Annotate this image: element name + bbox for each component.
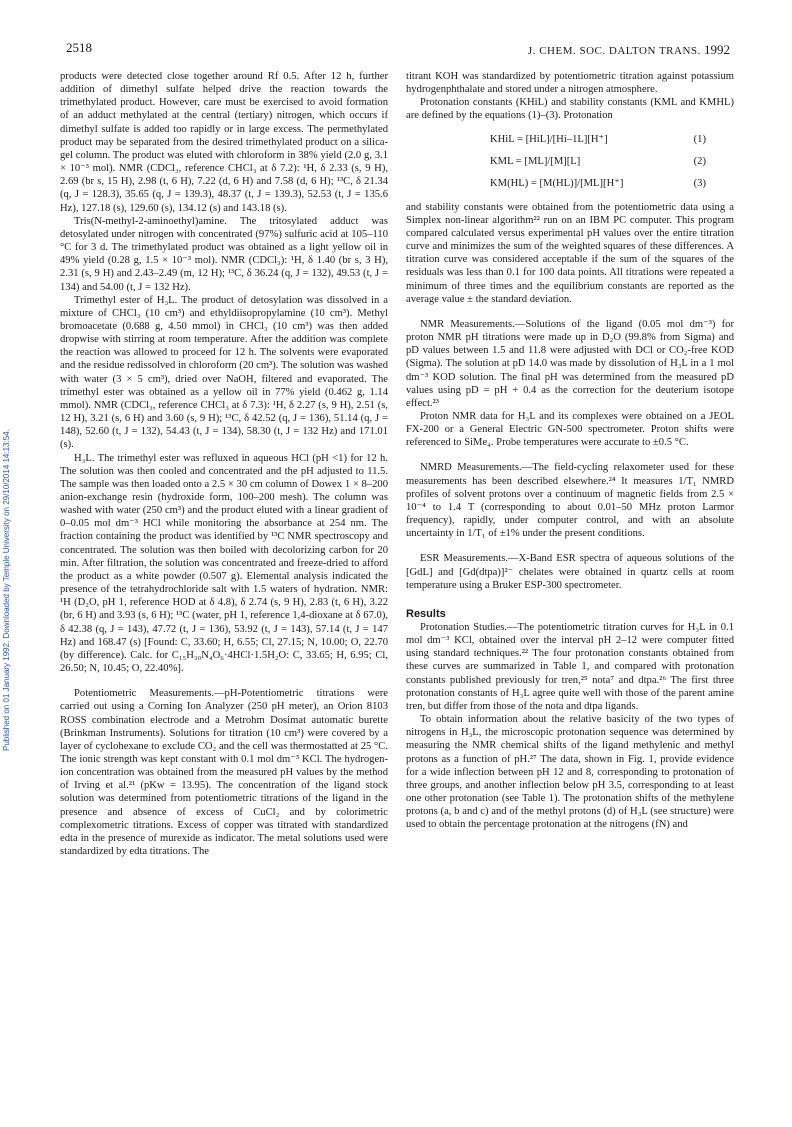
paragraph-protonation-studies: Protonation Studies.—The potentiometric titration curves for H₃L in 0.1 mol dm⁻³ KCl, obtained over the interval pH 2–12 were computer fitted using standard techniques.²² The four protonation constants obtained from these curves are summarized in Table 1, and compared with protonation constants published previously for tren,²⁵ nota⁷ and dtpa.²⁶ The first three protonation constants of H₃L agree quite well with those of the parent amine tren, but differ from those of the nota and dtpa ligands. (406, 622, 734, 712)
journal-year: 1992 (704, 42, 730, 57)
equation-expression: KML = [ML]/[M][L] (490, 156, 581, 168)
equation-2 (406, 151, 734, 173)
download-notice[interactable]: Published on 01 January 1992. Downloaded by Temple University on 29/10/2014 14:13:54. (2, 429, 11, 751)
page-number: 2518 (66, 40, 92, 55)
equation-number: (1) (693, 134, 706, 146)
paragraph-protonation-intro: Protonation constants (KHiL) and stability constants (KML and KMHL) are defined by the equations (1)–(3). Protonation (406, 97, 734, 122)
paragraph-h3l: H₃L. The trimethyl ester was refluxed in aqueous HCl (pH <1) for 12 h. The solution was then cooled and concentrated and the pH adjusted to 11.5. The sample was then loaded onto a 2.5 × 30 cm column of Dowex 1 × 8–200 anion-exchange resin (hydroxide form, 100–200 mesh). The column was washed with water (250 cm³) and the product eluted with a linear gradient of 0–0.05 mol dm⁻³ HCl while monitoring the absorbance at 254 nm. The fraction containing the product was identified by ¹³C NMR spectroscopy and concentrated. The solution was then boiled with decolorizing carbon for 20 min. After filtration, the solution was concentrated and freeze-dried to afford the product as a white powder (0.507 g). Elemental analysis indicated the presence of the tetrahydrochloride salt with 1.5 waters of hydration. NMR: ¹H (D₂O, pH 1, reference HOD at δ 4.8), δ 2.74 (s, 9 H), 2.83 (t, 6 H), 3.22 (br, 6 H) and 3.93 (s, 6 H); ¹³C (water, pH 1, reference 1,4-dioxane at δ 67.0), δ 42.38 (q, J = 143), 47.72 (t, J = 136), 53.92 (t, J = 143), 57.14 (t, J = 147 Hz) and 168.47 (s) [Found: C, 33.60; H, 6.55; Cl, 27.15; N, 10.00; O, 22.70 (by difference). Calc. for C₁₅H₃₀N₄O₆·4HCl·1.5H₂O: C, 33.65; H, 6.95; Cl, 26.50; N, 10.45; O, 22.40%]. (60, 452, 388, 675)
equation-expression: KHiL = [HiL]/[Hi–1L][H⁺] (490, 134, 608, 146)
paragraph-simplex: and stability constants were obtained from the potentiometric data using a Simplex non-linear algorithm²² run on an IBM PC computer. This program compared calculated versus experimental pH values over the entire titration curve and minimizes the sum of the weighted squares of these differences. A titration curve was considered acceptable if the sum of the squares of the residuals was less than 0.1 for 100 data points. All titrations were repeated a minimum of three times and the equilibrium constants are reported as the average value ± the standard deviation. (406, 201, 734, 305)
paragraph-nmr-spectrometer: Proton NMR data for H₃L and its complexes were obtained on a JEOL FX-200 or a General Electric GN-500 spectrometer. Proton shifts were referenced to SiMe₄. Probe temperatures were accurate to ±0.5 °C. (406, 410, 734, 449)
left-column (60, 70, 388, 858)
paragraph-trimethyl-ester: Trimethyl ester of H₃L. The product of detosylation was dissolved in a mixture of CHCl₃ (10 cm³) and ethyldiisopropylamine (10 cm³). Methyl bromoacetate (0.688 g, 4.50 mmol) in CHCl₃ (10 cm³) was then added dropwise with stirring at room temperature. After the addition was complete the reaction was allowed to proceed for 12 h. The solvents were evaporated and the residue redissolved in chloroform (20 cm³). The solution was washed with water (3 × 5 cm³), dried over NaOH, filtered and evaporated. The trimethyl ester was obtained as a yellow oil in 77% yield (0.462 g, 1.14 mmol). NMR (CDCl₃, reference CHCl₃ at δ 7.3): ¹H, δ 2.27 (s, 9 H), 2.51 (s, 12 H), 3.21 (s, 6 H) and 3.60 (s, 9 H); ¹³C, δ 42.52 (q, J = 136), 51.14 (q, J = 148), 52.60 (t, J = 132), 54.43 (t, J = 134), 58.30 (t, J = 132 Hz) and 171.01 (s). (60, 294, 388, 451)
paragraph-nmrd-measurements: NMRD Measurements.—The field-cycling relaxometer used for these measurements has been described elsewhere.²⁴ It measures 1/T₁ NMRD profiles of solvent protons over a continuum of magnetic fields from 2.5 × 10⁻⁴ to 1.4 T (corresponding to about 0.01–50 MHz proton Larmor frequency), rapidly, under computer control, and with an absolute uncertainty in 1/T₁ of ±1% under the present conditions. (406, 462, 734, 540)
journal-name: J. CHEM. SOC. DALTON TRANS. (527, 45, 701, 57)
results-heading: Results (406, 607, 446, 620)
right-column (406, 70, 734, 832)
equation-number: (3) (693, 178, 706, 190)
paragraph-esr-measurements: ESR Measurements.—X-Band ESR spectra of aqueous solutions of the [GdL] and [Gd(dtpa)]²⁻ chelates were obtained in quartz cells at room temperature using a Bruker ESP-300 spectrometer. (406, 553, 734, 591)
equation-expression: KM(HL) = [M(HL)]/[ML][H⁺] (490, 178, 624, 190)
paragraph-synthesis-end: products were detected close together around Rf 0.5. After 12 h, further addition of dimethyl sulfate helped drive the reaction towards the trimethylated product. However, care must be exercised to avoid formation of an adduct methylated at the central (tertiary) nitrogen, which occurs if dimethyl sulfate is added too rapidly or in large excess. The permethylated product may be separated from the desired trimethylated product on a silica-gel column. The product was eluted with chloroform in 38% yield (2.0 g, 3.1 × 10⁻³ mol). NMR (CDCl₃, reference CHCl₃ at δ 7.2): ¹H, δ 2.33 (s, 9 H), 2.69 (br s, 15 H), 2.98 (t, 6 H), 7.22 (d, 6 H) and 7.58 (d, 6 H); ¹³C, δ 21.34 (q, J = 128.3), 35.65 (q, J = 139.3), 48.37 (t, J = 139.3), 52.53 (t, J = 135.6 Hz), 127.18 (s), 129.60 (s), 134.12 (s) and 143.18 (s). (60, 71, 388, 214)
equation-3 (406, 173, 734, 195)
paragraph-potentiometric: Potentiometric Measurements.—pH-Potentiometric titrations were carried out using a Corning Ion Analyzer (250 pH meter), an Orion 8103 ROSS combination electrode and a Metrohm Dosimat automatic burette (Brinkman Instruments). Solutions for titration (10 cm³) were covered by a layer of cyclohexane to exclude CO₂ and the cell was thermostatted at 25 °C. The ionic strength was kept constant with 0.1 mol dm⁻³ KCl. The hydrogen-ion concentration was obtained from the measured pH values by the method of Irving et al.²¹ (pKw = 13.95). The concentration of the ligand stock solution was determined from potentiometric titrations of the ligand in the presence and absence of excess of CuCl₂ and by colorimetric complexometric titrations. Excess of copper was titrated with standardized edta in the presence of murexide as indicator. The metal solutions used were standardized by edta titrations. The (60, 688, 388, 858)
paragraph-protonation-sequence: To obtain information about the relative basicity of the two types of nitrogens in H₃L, the microscopic protonation sequence was determined by measuring the NMR chemical shifts of the ligand methylenic and methyl protons as a function of pH.²⁷ The data, shown in Fig. 1, provide evidence for a wide inflection between pH 12 and 8, corresponding to protonation of three groups, and another inflection below pH 3.5, corresponding to at least one other protonation (see Table 1). The protonation shifts of the methylene protons (a, b and c) and of the methyl protons (d) of H₃L (see structure) were used to obtain the percentage protonation at the nitrogens (fN) and (406, 714, 734, 831)
paragraph-titrant: titrant KOH was standardized by potentiometric titration against potassium hydrogenphthalate and stored under a nitrogen atmosphere. (406, 71, 734, 96)
equation-1 (406, 129, 734, 151)
paragraph-tris-amine: Tris(N-methyl-2-aminoethyl)amine. The tritosylated adduct was detosylated under nitrogen with concentrated (97%) sulfuric acid at 105–110 °C for 3 d. The trimethylated product was obtained as a light yellow oil in 49% yield (0.28 g, 1.5 × 10⁻³ mol). NMR (CDCl₃): ¹H, δ 1.40 (br s, 3 H), 2.31 (s, 9 H) and 2.43–2.49 (m, 12 H); ¹³C, δ 36.24 (q, J = 132), 49.53 (t, J = 134) and 54.00 (t, J = 132 Hz). (60, 215, 388, 293)
equation-number: (2) (693, 156, 706, 168)
journal-header (528, 42, 730, 58)
paragraph-nmr-measurements: NMR Measurements.—Solutions of the ligand (0.05 mol dm⁻³) for proton NMR pH titrations were made up in D₂O (99.8% from Sigma) and pD values between 1.5 and 11.8 were adjusted with DCl or CO₂-free KOD (Sigma). The solution at pD 14.0 was made by dissolution of H₃L in a 1 mol dm⁻³ KOD solution. The final pH was determined from the measured pD values using pD = pH + 0.4 as the correction for the deuterium isotope effect.²³ (406, 318, 734, 409)
